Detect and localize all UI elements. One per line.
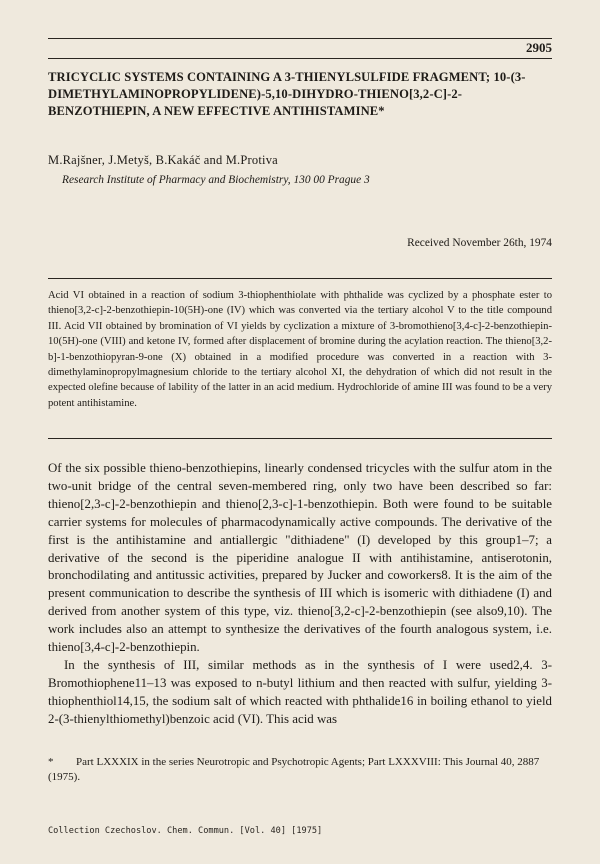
article-title: TRICYCLIC SYSTEMS CONTAINING A 3-THIENYLSULFIDE FRAGMENT; 10-(3-DIMETHYLAMINOPROPYLIDENE)-5,10-DIHYDRO-THIENO[3,2-C]-2-BENZOTHIEPIN, A NEW EFFECTIVE ANTIHISTAMINE* [48,70,526,118]
abstract-bottom-rule [48,438,552,439]
journal-page [48,0,552,864]
abstract: Acid VI obtained in a reaction of sodium 3-thiophenthiolate with phthalide was cyclized by a phosphate ester to thieno[3,2-c]-2-benzothiepin-10(5H)-one (IV) which was converted via the tertiary alcohol V to the title compound III. Acid VII obtained by bromination of VI yields by cyclization a mixture of 3-bromothieno[3,4-c]-2-benzothiepin-10(5H)-one (VIII) and ketone IV, formed after displacement of bromine during the acylation reaction. The thieno[3,2-b]-1-benzothiopyran-9-one (X) obtained in a modified procedure was converted in a reaction with 3-dimethylaminopropylmagnesium chloride to the tertiary alcohol XI, the dehydration of which did not result in the expected olefine because of lability of the latter in an acid medium. Hydrochloride of amine III was found to be a very potent antihistamine. [48,290,552,409]
journal-footer: Collection Czechoslov. Chem. Commun. [Vol. 40] [1975] [48,826,323,836]
footnote-mark: * [48,756,54,768]
page-number: 2905 [526,40,552,55]
footnote [48,755,552,785]
abstract-top-rule [48,278,552,279]
authors: M.Rajšner, J.Metyš, B.Kakáč and M.Protiva [48,153,278,167]
header-rule [48,58,552,59]
footnote-text: Part LXXXIX in the series Neurotropic and Psychotropic Agents; Part LXXXVIII: This Journal 40, 2887 (1975). [48,756,540,783]
body-paragraph: Of the six possible thieno-benzothiepins, linearly condensed tricycles with the sulfur atom in the two-unit bridge of the central seven-membered ring, only two have been described so far: thieno[2,3-c]-2-benzothiepin and thieno[2,3-c]-1-benzothiepin. Both were found to be suitable carrier systems for molecules of pharmacodynamically active compounds. The derivative of the first is the antihistamine and antiallergic "dithiadene" (I) developed by this group1–7; a derivative of the second is the piperidine analogue II with antihistamine, antiserotonin, bronchodilating and antitussic activities, prepared by Jucker and coworkers8. It is the aim of the present communication to describe the synthesis of III which is isomeric with dithiadene (I) and derived from another system of this type, viz. thieno[3,2-c]-2-benzothiepin (see also9,10). The work includes also an attempt to synthesize the derivatives of the fourth analogous system, i.e. thieno[3,4-c]-2-benzothiepin. [48,461,552,655]
top-rule [48,38,552,39]
received-date: Received November 26th, 1974 [407,237,552,249]
affiliation: Research Institute of Pharmacy and Biochemistry, 130 00 Prague 3 [62,174,370,186]
article-body [48,460,552,729]
body-paragraph: In the synthesis of III, similar methods as in the synthesis of I were used2,4. 3-Bromothiophene11–13 was exposed to n-butyl lithium and then reacted with sulfur, yielding 3-thiophenthiol14,15, the sodium salt of which reacted with phthalide16 in boiling ethanol to yield 2-(3-thienylthiomethyl)benzoic acid (VI). This acid was [48,657,552,726]
